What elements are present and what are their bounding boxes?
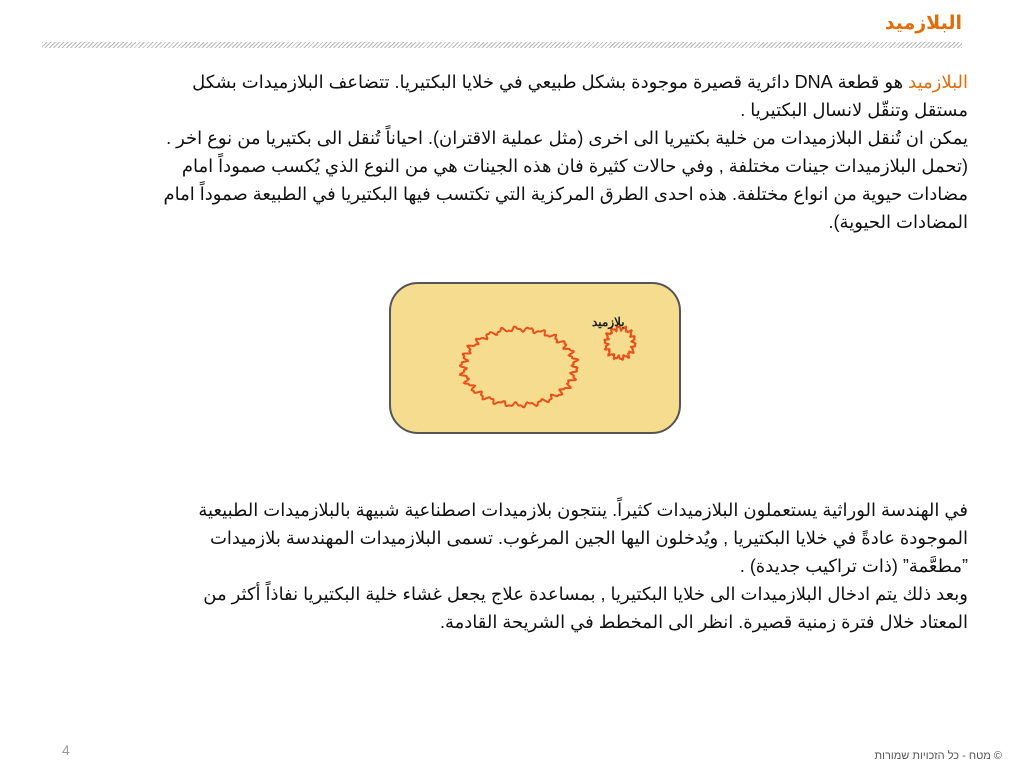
paragraph2-line2: الموجودة عادةً في خلايا البكتيريا , ويُدخلون اليها الجين المرغوب. تسمى البلازميدات المهندسة بلازميدات — [209, 528, 968, 548]
paragraph1-line6: المضادات الحيوية). — [828, 212, 968, 232]
plasmid-definition-paragraph — [66, 68, 968, 236]
paragraph1-line1-text: هو قطعة DNA دائرية قصيرة موجودة بشكل طبيعي في خلايا البكتيريا. تتضاعف البلازميدات بشكل — [192, 72, 909, 92]
title-divider — [42, 42, 962, 48]
paragraph1-line5: مضادات حيوية من انواع مختلفة. هذه احدى الطرق المركزية التي تكتسب فيها البكتيريا في الطبيعة صموداً امام — [163, 184, 968, 204]
paragraph1-line3: يمكن ان تُنقل البلازميدات من خلية بكتيريا الى اخرى (مثل عملية الاقتران). احياناً تُنقل الى بكتيريا من نوع اخر . — [166, 128, 968, 148]
paragraph1-line1 — [66, 68, 968, 96]
paragraph1-line4: (تحمل البلازميدات جينات مختلفة , وفي حالات كثيرة فان هذه الجينات هي من النوع الذي يُكسب صموداً امام — [181, 156, 968, 176]
slide-title: البلازميد — [884, 13, 962, 34]
paragraph2-line1: في الهندسة الوراثية يستعملون البلازميدات كثيراً. ينتجون بلازميدات اصطناعية شبيهة بالبلازميدات الطبيعية — [198, 500, 968, 520]
genetic-engineering-paragraph — [66, 496, 968, 636]
paragraph2-line4: وبعد ذلك يتم ادخال البلازميدات الى خلايا البكتيريا , بمساعدة علاج يجعل غشاء خلية البكتيريا نفاذاً أكثر من — [203, 584, 968, 604]
highlighted-term: البلازميد — [908, 72, 968, 92]
slide-number: 4 — [62, 742, 70, 758]
bacterial-cell — [390, 283, 680, 433]
bacterial-cell-diagram — [388, 281, 682, 435]
paragraph1-line2: مستقل وتنقّل لانسال البكتيريا . — [740, 100, 968, 120]
paragraph2-line3: ”مطعَّمة” (ذات تراكيب جديدة) . — [739, 556, 968, 576]
paragraph2-line5: المعتاد خلال فترة زمنية قصيرة. انظر الى المخطط في الشريحة القادمة. — [439, 612, 968, 632]
plasmid-label: بلازميد — [592, 315, 625, 329]
copyright-notice: © מטח - כל הזכויות שמורות — [874, 750, 1002, 762]
